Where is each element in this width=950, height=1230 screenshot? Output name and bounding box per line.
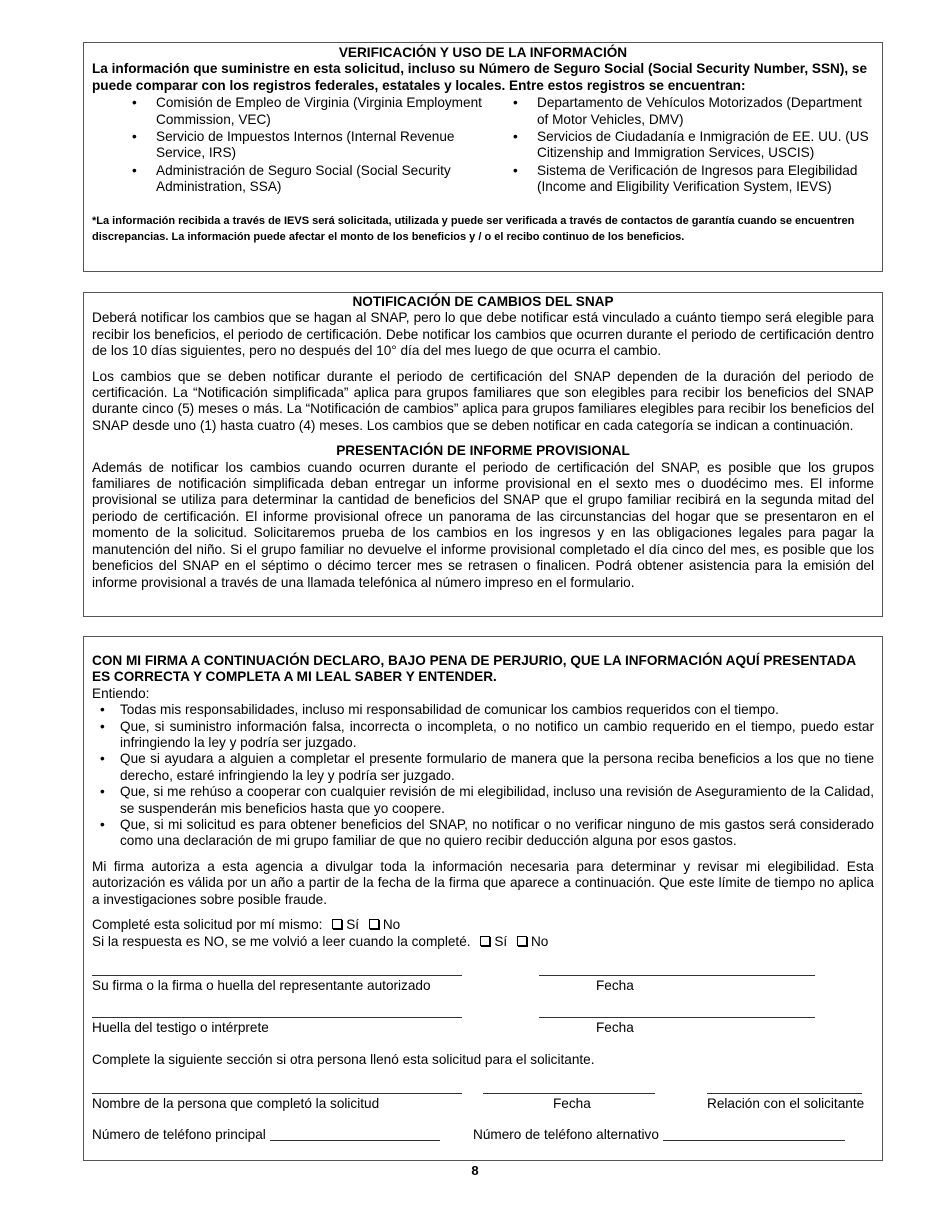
signature-line[interactable] (92, 975, 462, 976)
snap-changes-paragraph-1: Deberá notificar los cambios que se hagan al SNAP, pero lo que debe notificar está vinculado a cuánto tiempo será elegible para recibir los beneficios, el periodo de certificación. Debe notificar los cambios que ocurren durante el periodo de certificación dentro de los 10 días siguientes, pero no después del 10° día del mes luego de que ocurra el cambio. (92, 310, 874, 359)
witness-date-line[interactable] (539, 1017, 815, 1018)
primary-phone-row (92, 1127, 440, 1143)
no-checkbox[interactable] (369, 919, 379, 929)
preparer-name-label: Nombre de la persona que completó la solicitud (92, 1096, 380, 1111)
interim-report-title: PRESENTACIÓN DE INFORME PROVISIONAL (336, 443, 630, 459)
witness-date-label: Fecha (596, 1020, 634, 1035)
agency-item: • Departamento de Vehículos Motorizados (Department of Motor Vehicles, DMV) (483, 95, 874, 128)
witness-line[interactable] (92, 1017, 462, 1018)
agency-item: • Comisión de Empleo de Virginia (Virginia Employment Commission, VEC) (92, 95, 483, 128)
relation-line[interactable] (707, 1093, 862, 1094)
verification-intro: La información que suministre en esta solicitud, incluso su Número de Seguro Social (Social Security Number, SSN), se puede comparar con los registros federales, estatales y locales. Entre estos registros se encuentran: (92, 61, 868, 93)
responsibility-item: • Todas mis responsabilidades, incluso mi responsabilidad de comunicar los cambios requeridos con el tiempo. (92, 702, 874, 718)
alternate-phone-row (473, 1127, 845, 1143)
primary-phone-field[interactable] (270, 1128, 440, 1141)
snap-changes-paragraph-2: Los cambios que se deben notificar durante el periodo de certificación del SNAP dependen de la duración del periodo de certificación. La “Notificación simplificada” aplica para grupos familiares que son elegibles para recibir los beneficios del SNAP durante cinco (5) meses o más. La “Notificación de cambios” aplica para grupos familiares elegibles para recibir los beneficios del SNAP desde uno (1) hasta cuatro (4) meses. Los cambios que se deben notificar en cada categoría se indican a continuación. (92, 368, 874, 433)
preparer-name-line[interactable] (92, 1093, 462, 1094)
declaration-section (83, 636, 883, 1161)
other-person-note: Complete la siguiente sección si otra persona llenó esta solicitud para el solicitante. (92, 1052, 595, 1067)
relation-label: Relación con el solicitante (707, 1096, 865, 1111)
interim-report-text: Además de notificar los cambios cuando ocurren durante el periodo de certificación del SNAP, es posible que los grupos familiares de notificación simplificada deban entregar un informe provisional en el sexto mes o duodécimo mes. El informe provisional se utiliza para determinar la cantidad de beneficios del SNAP que el grupo familiar recibirá en la segunda mitad del periodo de certificación. El informe provisional ofrece un panorama de las circunstancias del hogar que se presentaron en el momento de la solicitud. Solicitaremos prueba de los cambios en los ingresos y en las obligaciones legales para pagar la manutención del niño. Si el grupo familiar no devuelve el informe provisional completado el día cinco del mes, es posible que los beneficios del SNAP en el séptimo o décimo tercer mes se retrasen o finalicen. Podrá obtener asistencia para la emisión del informe provisional a través de una llamada telefónica al número impreso en el formulario. (92, 459, 874, 590)
read-aloud-label: Si la respuesta es NO, se me volvió a leer cuando la completé. (92, 933, 471, 949)
agency-item: • Sistema de Verificación de Ingresos para Elegibilidad (Income and Eligibility Verification System, IEVS) (483, 163, 874, 196)
responsibility-item: • Que si ayudara a alguien a completar el presente formulario de manera que la persona reciba beneficios a los que no tiene derecho, estaré infringiendo la ley y podría ser juzgado. (92, 751, 874, 784)
alternate-phone-label: Número de teléfono alternativo (473, 1127, 659, 1142)
preparer-date-line[interactable] (483, 1093, 655, 1094)
ievs-note: *La información recibida a través de IEVS será solicitada, utilizada y puede ser verificada a través de contactos de garantía cuando se encuentren discrepancias. La información puede afectar el monto de los beneficios y / o el recibo continuo de los beneficios. (92, 214, 855, 243)
agency-column-right (483, 95, 874, 196)
agency-column-left (92, 95, 483, 196)
yes-checkbox[interactable] (332, 919, 342, 929)
no-checkbox[interactable] (517, 936, 527, 946)
snap-changes-title: NOTIFICACIÓN DE CAMBIOS DEL SNAP (352, 294, 614, 309)
page-number: 8 (471, 1163, 479, 1178)
preparer-date-label: Fecha (553, 1096, 591, 1111)
agency-columns (92, 95, 874, 196)
read-aloud-question (92, 934, 874, 950)
primary-phone-label: Número de teléfono principal (92, 1127, 266, 1142)
yes-label: Sí (494, 933, 508, 949)
yes-checkbox[interactable] (480, 936, 490, 946)
verification-title: VERIFICACIÓN Y USO DE LA INFORMACIÓN (338, 45, 628, 60)
understand-label: Entiendo: (92, 685, 150, 701)
no-label: No (382, 917, 401, 933)
self-complete-label: Completé esta solicitud por mí mismo: (92, 917, 323, 933)
snap-changes-section (83, 292, 883, 617)
verification-section (83, 42, 883, 272)
responsibility-item: • Que, si me rehúso a cooperar con cualquier revisión de mi elegibilidad, incluso una revisión de Aseguramiento de la Calidad, se suspenderán mis beneficios hasta que yo coopere. (92, 784, 874, 817)
signature-date-line[interactable] (539, 975, 815, 976)
agency-item: • Servicios de Ciudadanía e Inmigración de EE. UU. (US Citizenship and Immigration Services, USCIS) (483, 129, 874, 162)
agency-item: • Administración de Seguro Social (Social Security Administration, SSA) (92, 163, 483, 196)
yes-label: Sí (346, 917, 360, 933)
signature-label: Su firma o la firma o huella del representante autorizado (92, 978, 431, 993)
responsibility-item: • Que, si suministro información falsa, incorrecta o incompleta, o no notifico un cambio requerido en el tiempo, puedo estar infringiendo la ley y podría ser juzgado. (92, 719, 874, 752)
no-label: No (530, 933, 549, 949)
authorization-text: Mi firma autoriza a esta agencia a divulgar toda la información necesaria para determinar y revisar mi elegibilidad. Esta autorización es válida por un año a partir de la fecha de la firma que aparece a continuación. Que este límite de tiempo no aplica a investigaciones sobre posible fraude. (92, 858, 874, 907)
witness-label: Huella del testigo o intérprete (92, 1020, 269, 1035)
responsibility-item: • Que, si mi solicitud es para obtener beneficios del SNAP, no notificar o no verificar ninguno de mis gastos será considerado como una declaración de mi grupo familiar de que no quiero recibir deducción alguna por esos gastos. (92, 817, 874, 850)
alternate-phone-field[interactable] (663, 1128, 845, 1141)
agency-item: • Servicio de Impuestos Internos (Internal Revenue Service, IRS) (92, 129, 483, 162)
declaration-title: CON MI FIRMA A CONTINUACIÓN DECLARO, BAJO PENA DE PERJURIO, QUE LA INFORMACIÓN AQUÍ PRESENTADA ES CORRECTA Y COMPLETA A MI LEAL SABER Y ENTENDER. (92, 653, 856, 685)
signature-date-label: Fecha (596, 978, 634, 993)
responsibility-list (92, 702, 874, 850)
self-complete-question (92, 917, 874, 933)
